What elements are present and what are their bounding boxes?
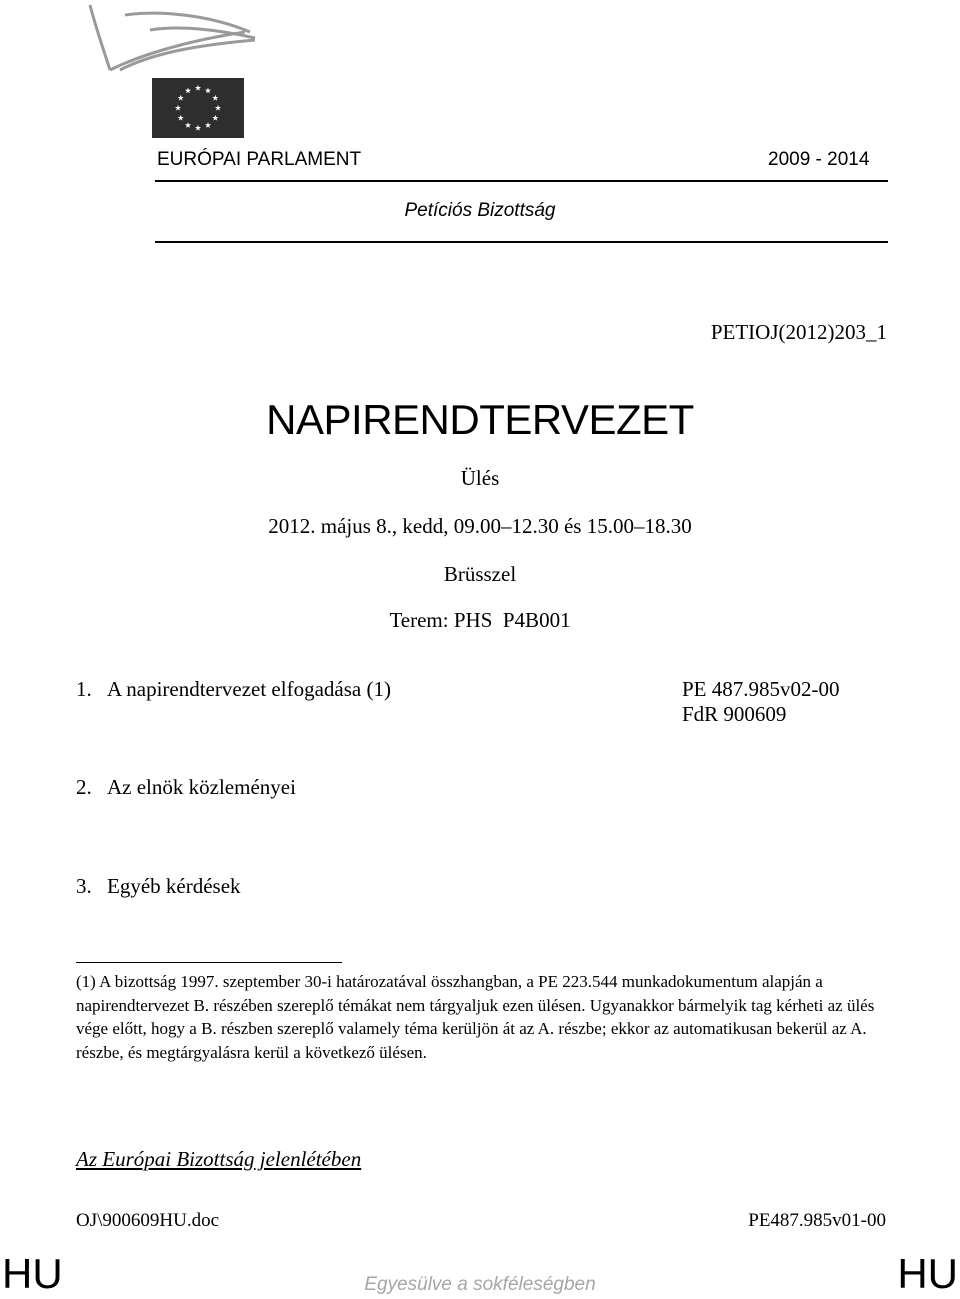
agenda-item-ref: FdR 900609: [682, 702, 787, 726]
language-code-right: HU: [897, 1250, 958, 1297]
agenda-item-number: 1.: [76, 677, 92, 701]
agenda-item-text: Egyéb kérdések: [107, 874, 241, 898]
pe-number: PE487.985v01-00: [748, 1210, 886, 1231]
agenda-item-ref: PE 487.985v02-00: [682, 677, 840, 701]
header-rule-bottom: [155, 241, 888, 243]
meeting-room: Terem: PHS P4B001: [389, 608, 571, 632]
institution-name: EURÓPAI PARLAMENT: [157, 149, 362, 170]
agenda-item-text: A napirendtervezet elfogadása (1): [107, 677, 391, 701]
committee-name: Petíciós Bizottság: [404, 200, 556, 221]
agenda-item-text: Az elnök közleményei: [107, 775, 296, 799]
footnote: (1) A bizottság 1997. szeptember 30-i határozatával összhangban, a PE 223.544 munkadokumentum alapján a napirendtervezet B. részében szereplő témákat nem tárgyaljuk ezen ülésen. Ugyanakkor bármelyik tag kérheti az ülés vége előtt, hogy a B. részben szereplő valamely téma kerüljön át az A. részbe; ekkor az automatikusan bekerül az A. részbe, és megtárgyalásra kerül a következő ülésen.: [76, 972, 875, 1062]
european-parliament-logo-icon: [80, 0, 280, 140]
agenda-item-number: 2.: [76, 775, 92, 799]
presence-note: Az Európai Bizottság jelenlétében: [76, 1147, 362, 1171]
file-name: OJ\900609HU.doc: [76, 1210, 220, 1231]
document-reference: PETIOJ(2012)203_1: [710, 320, 887, 344]
page-title: NAPIRENDTERVEZET: [266, 396, 694, 443]
agenda-item-number: 3.: [76, 874, 92, 898]
header-rule-top: [155, 180, 888, 182]
parliamentary-term: 2009 - 2014: [768, 149, 870, 170]
meeting-date-time: 2012. május 8., kedd, 09.00–12.30 és 15.00–18.30: [268, 514, 692, 538]
meeting-place: Brüsszel: [443, 562, 517, 586]
meeting-label: Ülés: [460, 466, 500, 490]
language-code-left: HU: [2, 1250, 63, 1297]
eu-motto: Egyesülve a sokféleségben: [364, 1274, 596, 1295]
footnote-rule: [76, 962, 342, 963]
